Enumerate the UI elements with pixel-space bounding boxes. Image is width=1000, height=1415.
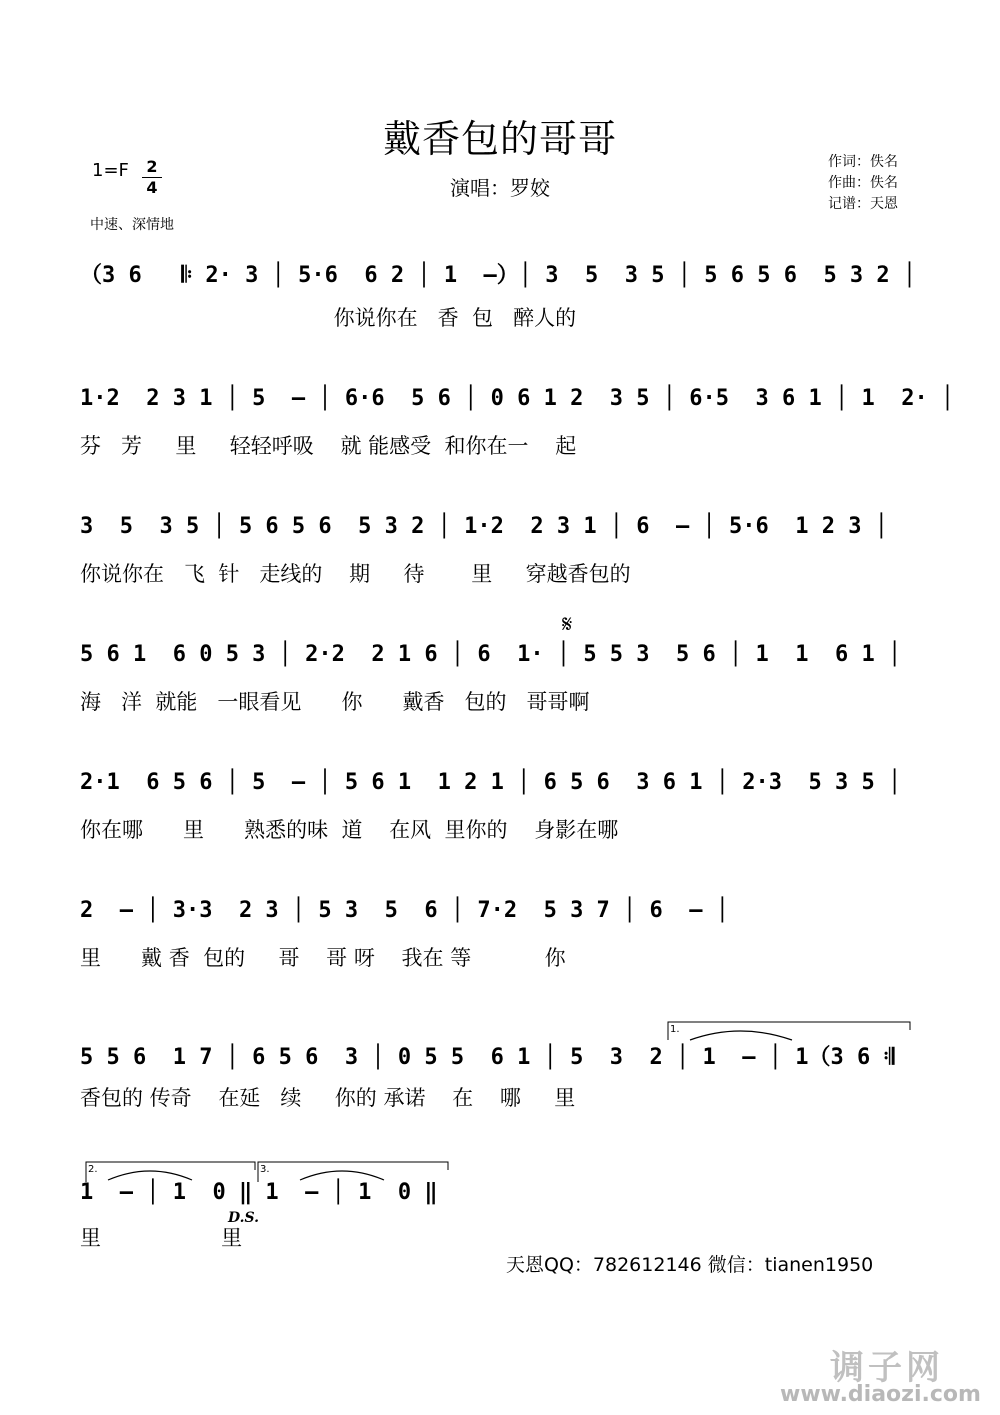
score-row-2-notes: 1·2 2 3 1 │ 5 – │ 6·6 5 6 │ 0 6 1 2 3 5 │ 6·5 3 6 1 │ 1 2· │	[80, 386, 955, 411]
transcriber: 记谱：天恩	[828, 196, 898, 212]
score-row-5-lyrics: 你在哪 里 熟悉的味 道 在风 里你的 身影在哪	[80, 818, 619, 842]
score-row-1-lyrics: 你说你在 香 包 醉人的	[80, 306, 577, 330]
score-row-2-lyrics: 芬 芳 里 轻轻呼吸 就 能感受 和你在一 起	[80, 434, 577, 458]
score-row-8-lyrics: 里 里	[80, 1226, 243, 1250]
score-row-4-lyrics: 海 洋 就能 一眼看见 你 戴香 包的 哥哥啊	[80, 690, 590, 714]
score-row-3-notes: 3 5 3 5 │ 5 6 5 6 5 3 2 │ 1·2 2 3 1 │ 6 – │ 5·6 1 2 3 │	[80, 514, 888, 539]
key-signature: 1=F	[92, 160, 129, 181]
score-row-4-notes: 5 6 1 6 0 5 3 │ 2·2 2 1 6 │ 6 1· │ 5 5 3 5 6 │ 1 1 6 1 │	[80, 642, 902, 667]
watermark-url: www.diaozi.com	[780, 1382, 981, 1407]
score-row-1-notes: （3 6 𝄆 2· 3 │ 5·6 6 2 │ 1 –）│ 3 5 3 5 │ 5 6 5 6 5 3 2 │	[80, 263, 917, 288]
ds-marking: D.S.	[228, 1210, 260, 1226]
footer-contact: 天恩QQ：782612146 微信：tianen1950	[506, 1254, 874, 1276]
tempo-marking: 中速、深情地	[90, 217, 174, 233]
score-row-3-lyrics: 你说你在 飞 针 走线的 期 待 里 穿越香包的	[80, 562, 631, 586]
volta-3-label: 3.	[260, 1164, 270, 1175]
singer: 演唱：罗姣	[450, 176, 550, 200]
page-title: 戴香包的哥哥	[382, 117, 617, 161]
lyricist: 作词：佚名	[828, 154, 898, 170]
score-row-8-notes: 1 – │ 1 0 ‖ 1 – │ 1 0 ‖	[80, 1180, 438, 1205]
composer: 作曲：佚名	[828, 175, 898, 191]
score-row-5-notes: 2·1 6 5 6 │ 5 – │ 5 6 1 1 2 1 │ 6 5 6 3 6 1 │ 2·3 5 3 5 │	[80, 770, 902, 795]
time-signature-top: 2	[146, 157, 158, 176]
segno-sign: 𝄋	[562, 610, 573, 638]
credits	[828, 152, 898, 215]
score-row-7-notes: 5 5 6 1 7 │ 6 5 6 3 │ 0 5 5 6 1 │ 5 3 2 │ 1 – │ 1（3 6 𝄇	[80, 1045, 895, 1070]
time-signature-bottom: 4	[146, 178, 158, 197]
volta-1-label: 1.	[670, 1024, 680, 1035]
watermark-logo: 调子网	[830, 1348, 944, 1388]
score-row-6-notes: 2 – │ 3·3 2 3 │ 5 3 5 6 │ 7·2 5 3 7 │ 6 – │	[80, 898, 730, 923]
score-row-7-lyrics: 香包的 传奇 在延 续 你的 承诺 在 哪 里	[80, 1086, 576, 1110]
volta-2-label: 2.	[88, 1164, 98, 1175]
score-row-6-lyrics: 里 戴 香 包的 哥 哥 呀 我在 等 你	[80, 946, 566, 970]
